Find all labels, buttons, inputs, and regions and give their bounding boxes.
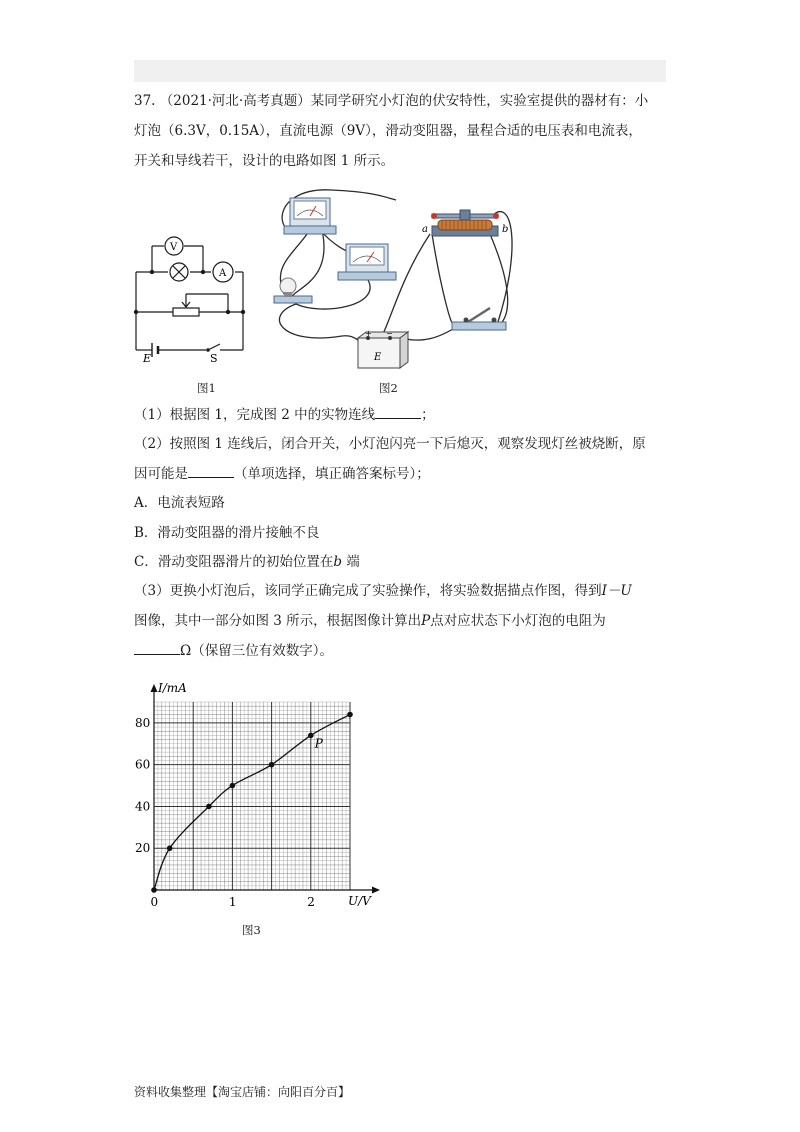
svg-text:−: − — [386, 329, 393, 338]
data-point — [308, 733, 314, 739]
emf-label: E — [143, 352, 152, 365]
option-c: C．滑动变阻器滑片的初始位置在b 端 — [134, 554, 360, 570]
ammeter-label: A — [219, 268, 227, 279]
y-axis-label: I/mA — [158, 681, 187, 695]
x-tick-label: 0 — [150, 895, 159, 909]
chart-axes — [151, 684, 381, 894]
point-p-label: P — [314, 736, 323, 751]
data-point — [167, 845, 173, 851]
x-axis-arrow — [372, 887, 380, 894]
figure-1-circuit — [128, 232, 260, 372]
x-tick-label: 1 — [228, 895, 237, 909]
answer-blank-3 — [134, 640, 180, 655]
part-2: （2）按照图 1 连线后，闭合开关，小灯泡闪亮一下后熄灭，观察发现灯丝被烧断，原 因可能是 （单项选择，填正确答案标号）； — [134, 436, 646, 482]
y-tick-label: 40 — [135, 799, 151, 814]
voltmeter-label: V — [170, 242, 178, 253]
battery-label: E — [374, 352, 382, 363]
figure-2-caption: 图2 — [379, 381, 398, 395]
data-point — [151, 887, 157, 893]
figure-1-caption: 图1 — [197, 381, 216, 395]
option-a: A．电流表短路 — [134, 495, 225, 511]
data-point — [269, 762, 275, 768]
header-bar — [134, 60, 666, 82]
y-axis-arrow — [151, 684, 158, 692]
footer-text: 资料收集整理【淘宝店铺：向阳百分百】 — [134, 1085, 351, 1099]
y-tick-label: 20 — [135, 841, 151, 856]
data-point — [206, 804, 212, 810]
part-3: （3）更换小灯泡后，该同学正确完成了实验操作，将实验数据描点作图，得到I－U 图像，其中一部分如图 3 所示，根据图像计算出P点对应状态下小灯泡的电阻为 Ω（保留三位有效数字）。 — [134, 583, 632, 659]
figure-3-chart — [130, 676, 390, 916]
question-number: 37. — [134, 93, 156, 109]
rheostat-end-b: b — [502, 224, 509, 235]
x-axis-label: U/V — [348, 894, 371, 908]
figure-2-apparatus — [262, 186, 524, 376]
y-tick-label: 60 — [135, 757, 151, 772]
answer-blank-2 — [188, 463, 234, 478]
answer-blank-1 — [375, 404, 421, 419]
question-source: （2021·河北·高考真题） — [159, 93, 311, 109]
svg-text:+: + — [365, 329, 372, 338]
switch-label: S — [210, 352, 218, 365]
rheostat-end-a: a — [422, 224, 428, 235]
y-tick-label: 80 — [135, 715, 151, 730]
data-point — [230, 783, 236, 789]
question-stem: 37. （2021·河北·高考真题）某同学研究小灯泡的伏安特性，实验室提供的器材有：小 灯泡（6.3V，0.15A），直流电源（9V），滑动变阻器，量程合适的电压表和电流表， 开关和导线若干，设计的电路如图 1 所示。 — [134, 93, 649, 169]
option-b: B．滑动变阻器的滑片接触不良 — [134, 525, 320, 541]
data-point — [347, 712, 353, 718]
part-1: （1）根据图 1，完成图 2 中的实物连线 ； — [134, 400, 674, 430]
figure-3-caption: 图3 — [242, 923, 261, 937]
x-tick-label: 2 — [307, 895, 315, 909]
